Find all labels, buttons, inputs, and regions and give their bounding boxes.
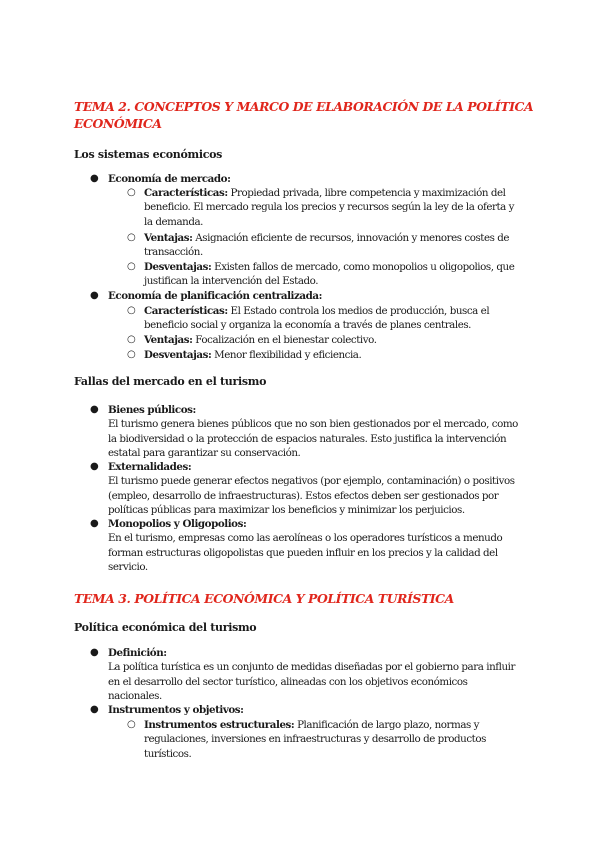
sistemas-heading: Los sistemas económicos	[74, 148, 223, 161]
list-item-bienes-publicos	[90, 403, 523, 460]
circle-bullet-icon: ○	[127, 232, 136, 243]
item-label: Características:	[144, 305, 228, 317]
item-label: Definición:	[108, 647, 167, 659]
tema-2-title: TEMA 2. CONCEPTOS Y MARCO DE ELABORACIÓN DE LA POLÍTICA ECONÓMICA	[74, 99, 534, 131]
sublist-item	[127, 718, 524, 761]
list-item-economia-planificacion	[90, 289, 523, 303]
sublist-item	[127, 348, 524, 362]
item-label: Ventajas:	[144, 334, 193, 346]
bullet-icon: ●	[90, 461, 99, 472]
fallas-heading: Fallas del mercado en el turismo	[74, 375, 267, 388]
list-item-monopolios	[90, 517, 523, 574]
bullet-icon: ●	[90, 290, 99, 301]
item-text: La política turística es un conjunto de medidas diseñadas por el gobierno para influir en el desarrollo del sector turístico, alineadas con los objetivos económicos nacionales.	[108, 661, 515, 702]
item-text: El turismo genera bienes públicos que no son bien gestionados por el mercado, como la biodiversidad o la protección de espacios naturales. Esto justifica la intervención estatal para garantizar su conservación.	[108, 418, 518, 459]
sublist-item	[127, 186, 524, 229]
list-item-economia-mercado	[90, 172, 523, 186]
item-text: Planificación de largo plazo, normas y regulaciones, inversiones en infraestructuras y desarrollo de productos turísticos.	[144, 719, 486, 760]
politica-heading: Política económica del turismo	[74, 621, 257, 634]
item-label: Monopolios y Oligopolios:	[108, 518, 247, 530]
bullet-icon: ●	[90, 647, 99, 658]
item-label: Desventajas:	[144, 349, 212, 361]
item-label: Economía de mercado:	[108, 173, 231, 185]
circle-bullet-icon: ○	[127, 187, 136, 198]
item-label: Externalidades:	[108, 461, 192, 473]
circle-bullet-icon: ○	[127, 719, 136, 730]
item-label: Ventajas:	[144, 232, 193, 244]
item-label: Instrumentos y objetivos:	[108, 704, 244, 716]
item-label: Bienes públicos:	[108, 404, 196, 416]
item-text: Focalización en el bienestar colectivo.	[192, 334, 377, 346]
sublist-item	[127, 260, 524, 289]
circle-bullet-icon: ○	[127, 261, 136, 272]
item-label: Características:	[144, 187, 228, 199]
circle-bullet-icon: ○	[127, 334, 136, 345]
sublist-item	[127, 304, 524, 333]
item-label: Economía de planificación centralizada:	[108, 290, 322, 302]
list-item-externalidades	[90, 460, 523, 517]
bullet-icon: ●	[90, 518, 99, 529]
item-label: Desventajas:	[144, 261, 212, 273]
item-text: Propiedad privada, libre competencia y maximización del beneficio. El mercado regula los precios y recursos según la ley de la oferta y la demanda.	[144, 187, 515, 228]
circle-bullet-icon: ○	[127, 305, 136, 316]
circle-bullet-icon: ○	[127, 349, 136, 360]
sublist-item	[127, 333, 524, 347]
item-text: El turismo puede generar efectos negativos (por ejemplo, contaminación) o positivos (empleo, desarrollo de infraestructuras). Estos efectos deben ser gestionados por políticas públicas para maximizar los beneficios y minimizar los perjuicios.	[108, 475, 515, 516]
item-text: En el turismo, empresas como las aerolíneas o los operadores turísticos a menudo forman estructuras oligopolistas que pueden influir en los precios y la calidad del servicio.	[108, 532, 503, 573]
tema-3-title: TEMA 3. POLÍTICA ECONÓMICA Y POLÍTICA TURÍSTICA	[74, 591, 454, 606]
item-text: Asignación eficiente de recursos, innovación y menores costes de transacción.	[144, 232, 510, 259]
list-item-instrumentos	[90, 703, 523, 717]
sublist-item	[127, 231, 524, 260]
item-text: El Estado controla los medios de producción, busca el beneficio social y organiza la economía a través de planes centrales.	[144, 305, 490, 332]
bullet-icon: ●	[90, 173, 99, 184]
item-label: Instrumentos estructurales:	[144, 719, 295, 731]
list-item-definicion	[90, 646, 523, 703]
bullet-icon: ●	[90, 404, 99, 415]
item-text: Existen fallos de mercado, como monopolios u oligopolios, que justifican la intervención del Estado.	[144, 261, 515, 288]
bullet-icon: ●	[90, 704, 99, 715]
item-text: Menor flexibilidad y eficiencia.	[211, 349, 362, 361]
